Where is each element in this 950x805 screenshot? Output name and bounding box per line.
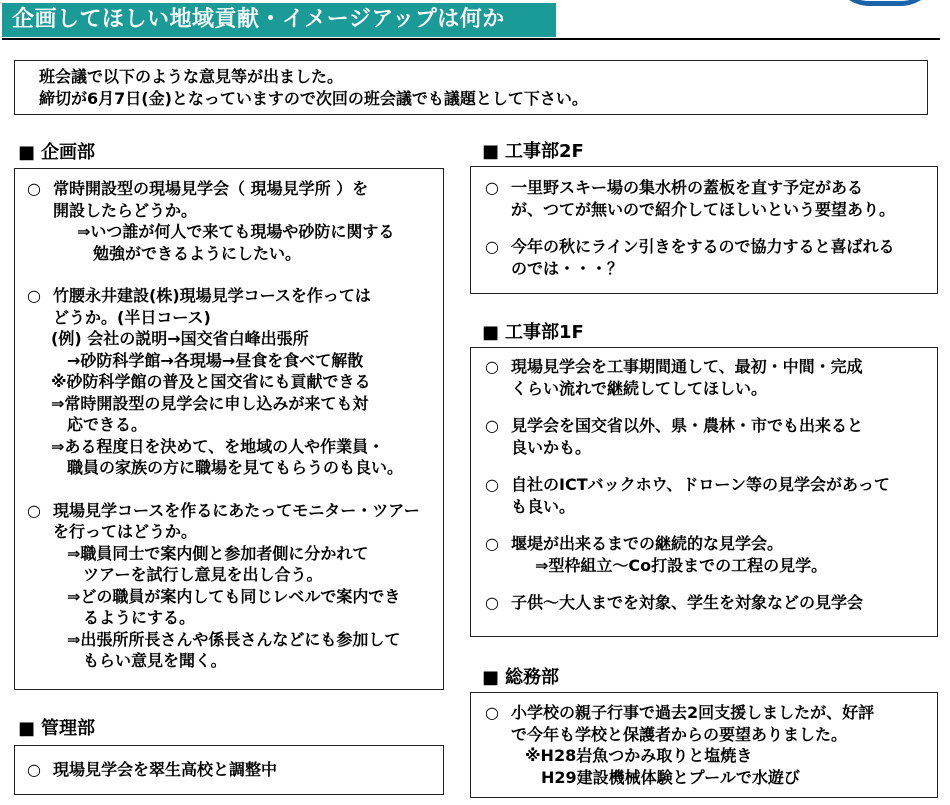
list-item bbox=[485, 177, 933, 220]
item-note: ツアーを試行し意見を出し合う。 bbox=[67, 565, 323, 584]
list-item bbox=[27, 285, 435, 479]
circle-bullet-icon: ○ bbox=[485, 534, 499, 553]
item-text: 一里野スキー場の集水枡の蓋板を直す予定がある bbox=[511, 178, 864, 197]
item-note: 応できる。 bbox=[51, 415, 148, 434]
section-box-soumu bbox=[470, 692, 938, 798]
section-heading-label: 総務部 bbox=[505, 667, 560, 688]
item-note: ⇒いつ誰が何人で来ても現場や砂防に関する bbox=[77, 222, 395, 241]
item-note: →砂防科学館→各現場→昼食を食べて解散 bbox=[51, 350, 364, 370]
circle-bullet-icon: ○ bbox=[485, 593, 499, 612]
circle-bullet-icon: ○ bbox=[485, 357, 499, 376]
section-heading-label: 管理部 bbox=[41, 718, 96, 739]
section-heading-kikaku bbox=[18, 142, 95, 164]
list-item bbox=[485, 592, 933, 614]
circle-bullet-icon: ○ bbox=[27, 760, 41, 779]
item-text: 良いかも。 bbox=[511, 437, 592, 457]
item-note: るようにする。 bbox=[67, 608, 196, 627]
circle-bullet-icon: ○ bbox=[485, 178, 499, 197]
section-box-kouji2f bbox=[470, 166, 938, 294]
section-heading-kouji1f bbox=[482, 322, 584, 344]
item-note: ⇒出張所所長さんや係長さんなどにも参加して bbox=[67, 629, 401, 649]
section-heading-label: 企画部 bbox=[41, 142, 96, 163]
list-item bbox=[485, 702, 933, 788]
section-box-kanri bbox=[14, 745, 444, 795]
circle-bullet-icon: ○ bbox=[27, 500, 41, 520]
item-text: 竹腰永井建設(株)現場見学コースを作っては bbox=[53, 286, 371, 305]
item-text: 堰堤が出来るまでの継続的な見学会。 bbox=[511, 534, 784, 553]
item-note: ⇒ある程度日を決めて、を地域の人や作業員・ bbox=[51, 436, 385, 456]
section-box-kikaku bbox=[14, 168, 444, 690]
section-heading-kouji2f bbox=[482, 141, 584, 163]
item-text: 今年の秋にライン引きをするので協力すると喜ばれる bbox=[511, 237, 895, 256]
section-heading-label: 工事部1F bbox=[505, 322, 584, 343]
item-note: 勉強ができるようにしたい。 bbox=[77, 243, 302, 263]
item-text: のでは・・・？ bbox=[511, 258, 624, 278]
item-note: ⇒常時開設型の見学会に申し込みが来ても対 bbox=[51, 393, 369, 413]
item-text: 見学会を国交省以外、県・農林・市でも出来ると bbox=[511, 416, 864, 435]
item-text: 子供～大人までを対象、学生を対象などの見学会 bbox=[511, 593, 864, 612]
square-bullet-icon: ■ bbox=[482, 667, 500, 688]
item-note: (例) 会社の説明→国交省白峰出張所 bbox=[51, 329, 309, 348]
page-title: 企画してほしい地域貢献・イメージアップは何か bbox=[2, 3, 556, 37]
circle-bullet-icon: ○ bbox=[485, 475, 499, 494]
item-note: ※砂防科学館の普及と国交省にも貢献できる bbox=[51, 372, 371, 391]
section-heading-label: 工事部2F bbox=[505, 141, 584, 162]
item-text: 現場見学会を翠生高校と調整中 bbox=[53, 760, 278, 779]
list-item bbox=[485, 356, 933, 399]
list-item bbox=[485, 236, 933, 279]
item-text: 自社のICTバックホウ、ドローン等の見学会があって bbox=[511, 475, 890, 494]
list-item bbox=[485, 533, 933, 576]
decorative-arc bbox=[830, 0, 940, 6]
item-text: 現場見学コースを作るにあたってモニター・ツアー bbox=[53, 500, 420, 520]
intro-line-1: 班会議で以下のような意見等が出ました。 bbox=[39, 67, 344, 86]
title-divider bbox=[2, 38, 940, 40]
item-text: も良い。 bbox=[511, 496, 576, 516]
item-text: で今年も学校と保護者からの要望ありました。 bbox=[511, 724, 848, 744]
item-text: を行ってはどうか。 bbox=[53, 522, 198, 541]
section-heading-kanri bbox=[18, 718, 95, 740]
section-heading-soumu bbox=[482, 667, 559, 689]
intro-box bbox=[14, 60, 928, 115]
section-box-kouji1f bbox=[470, 347, 938, 637]
square-bullet-icon: ■ bbox=[18, 718, 36, 739]
list-item bbox=[27, 500, 435, 672]
item-text: 現場見学会を工事期間通して、最初・中間・完成 bbox=[511, 357, 863, 376]
item-text: 開設したらどうか。 bbox=[53, 200, 198, 220]
circle-bullet-icon: ○ bbox=[485, 703, 499, 722]
circle-bullet-icon: ○ bbox=[485, 237, 499, 256]
item-note: ⇒型枠組立～Co打設までの工程の見学。 bbox=[535, 555, 828, 575]
item-text: 小学校の親子行事で過去2回支援しましたが、好評 bbox=[511, 703, 875, 722]
item-note: 職員の家族の方に職場を見てもらうのも良い。 bbox=[51, 458, 404, 477]
circle-bullet-icon: ○ bbox=[27, 179, 41, 198]
circle-bullet-icon: ○ bbox=[27, 286, 41, 305]
square-bullet-icon: ■ bbox=[482, 141, 500, 162]
item-text: が、つてが無いので紹介してほしいという要望あり。 bbox=[511, 199, 896, 219]
item-note: H29建設機械体験とプールで水遊び bbox=[525, 767, 800, 787]
list-item bbox=[27, 759, 435, 781]
list-item bbox=[485, 474, 933, 517]
item-text: くらい流れで継続してしてほしい。 bbox=[511, 378, 768, 398]
item-note: ⇒どの職員が案内しても同じレベルで案内でき bbox=[67, 586, 401, 606]
item-note: ※H28岩魚つかみ取りと塩焼き bbox=[525, 746, 753, 765]
circle-bullet-icon: ○ bbox=[485, 416, 499, 435]
item-text: どうか。(半日コース) bbox=[53, 307, 211, 327]
item-note: ⇒職員同士で案内側と参加者側に分かれて bbox=[67, 543, 369, 563]
intro-line-2: 締切が6月7日(金)となっていますので次回の班会議でも議題として下さい。 bbox=[39, 89, 588, 108]
item-text: 常時開設型の現場見学会（ 現場見学所 ）を bbox=[53, 179, 369, 198]
square-bullet-icon: ■ bbox=[18, 142, 36, 163]
item-note: もらい意見を聞く。 bbox=[67, 651, 227, 670]
square-bullet-icon: ■ bbox=[482, 322, 500, 343]
list-item bbox=[485, 415, 933, 458]
list-item bbox=[27, 178, 435, 264]
